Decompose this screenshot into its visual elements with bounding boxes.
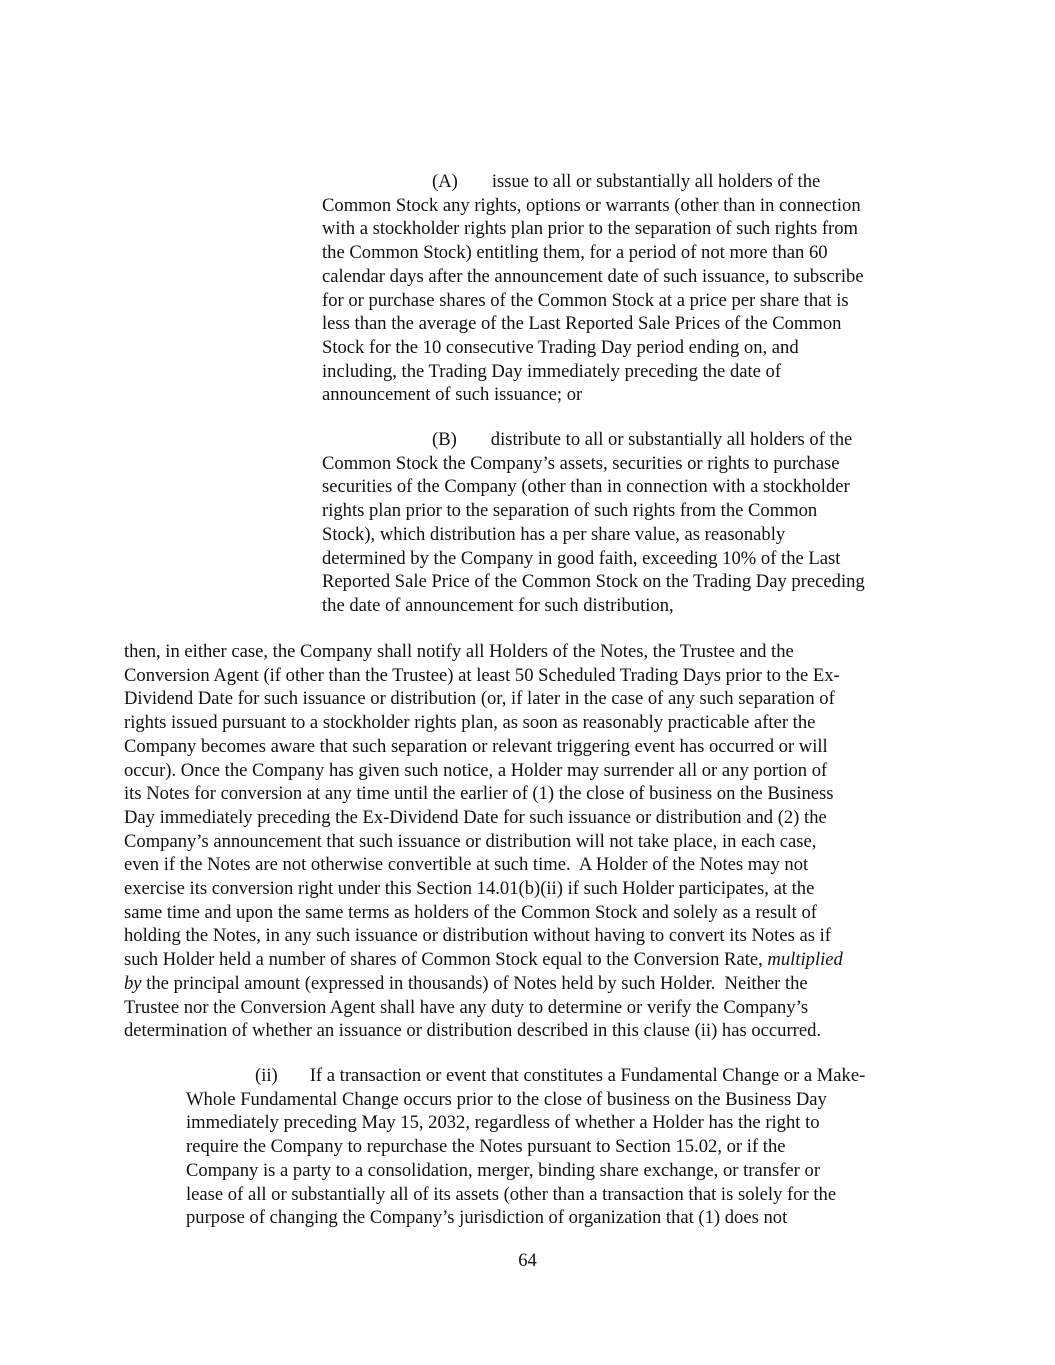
paragraph-ii-line: Company is a party to a consolidation, merger, binding share exchange, or transfer or — [186, 1159, 821, 1181]
main-paragraph-line: holding the Notes, in any such issuance or distribution without having to convert its Notes as if — [124, 925, 831, 947]
main-paragraph-line: Conversion Agent (if other than the Trustee) at least 50 Scheduled Trading Days prior to the Ex- — [124, 664, 840, 686]
main-paragraph-line: same time and upon the same terms as holders of the Common Stock and solely as a result of — [124, 901, 817, 923]
paragraph-ii-line: purpose of changing the Company’s jurisdiction of organization that (1) does not — [186, 1207, 788, 1229]
paragraph-b-marker: (B) — [432, 429, 457, 450]
paragraph-ii-line: require the Company to repurchase the Notes pursuant to Section 15.02, or if the — [186, 1136, 786, 1158]
main-paragraph-line: exercise its conversion right under this Section 14.01(b)(ii) if such Holder participates, at the — [124, 878, 815, 900]
main-paragraph-line-15: by the principal amount (expressed in thousands) of Notes held by such Holder. Neither the — [124, 972, 808, 994]
page-number: 64 — [518, 1250, 537, 1271]
paragraph-b-line: determined by the Company in good faith, exceeding 10% of the Last — [322, 547, 841, 569]
paragraph-a-line: including, the Trading Day immediately preceding the date of — [322, 360, 782, 382]
main-paragraph-line: Day immediately preceding the Ex-Dividend Date for such issuance or distribution and (2) the — [124, 806, 827, 828]
paragraph-b-line: the date of announcement for such distribution, — [322, 594, 674, 616]
paragraph-a-line: the Common Stock) entitling them, for a period of not more than 60 — [322, 242, 828, 264]
main-paragraph-line: Company’s announcement that such issuance or distribution will not take place, in each case, — [124, 830, 817, 852]
paragraph-a-line: with a stockholder rights plan prior to the separation of such rights from — [322, 218, 859, 240]
main-paragraph-line: even if the Notes are not otherwise convertible at such time. A Holder of the Notes may not — [124, 854, 809, 876]
paragraph-ii-marker: (ii) — [255, 1065, 278, 1086]
paragraph-a-line: Common Stock any rights, options or warrants (other than in connection — [322, 194, 861, 216]
main-paragraph-line: its Notes for conversion at any time until the earlier of (1) the close of business on the Business — [124, 783, 834, 805]
main-paragraph-line-14: such Holder held a number of shares of Common Stock equal to the Conversion Rate, multiplied — [124, 949, 843, 971]
paragraph-b-line: Common Stock the Company’s assets, securities or rights to purchase — [322, 452, 840, 474]
paragraph-a-line: for or purchase shares of the Common Stock at a price per share that is — [322, 289, 849, 311]
paragraph-a — [322, 170, 864, 407]
main-paragraph-line: occur). Once the Company has given such notice, a Holder may surrender all or any portion of — [124, 759, 828, 781]
paragraph-a-line: less than the average of the Last Reported Sale Prices of the Common — [322, 313, 842, 335]
italic-multiplied: multiplied — [767, 949, 843, 971]
paragraph-b — [322, 428, 865, 618]
paragraph-ii-line: lease of all or substantially all of its assets (other than a transaction that is solely for the — [186, 1183, 837, 1205]
main-paragraph-line: rights issued pursuant to a stockholder rights plan, as soon as reasonably practicable after the — [124, 712, 816, 734]
paragraph-b-line: Reported Sale Price of the Common Stock on the Trading Day preceding — [322, 571, 865, 593]
paragraph-ii-line: immediately preceding May 15, 2032, regardless of whether a Holder has the right to — [186, 1112, 820, 1134]
paragraph-ii-line: Whole Fundamental Change occurs prior to the close of business on the Business Day — [186, 1088, 827, 1110]
italic-by: by — [124, 972, 142, 994]
paragraph-a-line-1: (A) issue to all or substantially all holders of the — [432, 171, 821, 192]
paragraph-ii — [186, 1064, 865, 1230]
main-paragraph-line: Company becomes aware that such separation or relevant triggering event has occurred or will — [124, 735, 828, 757]
main-paragraph-line: Dividend Date for such issuance or distribution (or, if later in the case of any such separation of — [124, 688, 835, 710]
main-paragraph — [124, 640, 843, 1043]
paragraph-a-line: announcement of such issuance; or — [322, 384, 583, 406]
paragraph-a-marker: (A) — [432, 171, 458, 192]
paragraph-b-line-1: (B) distribute to all or substantially all holders of the — [432, 429, 853, 450]
paragraph-b-line: Stock), which distribution has a per share value, as reasonably — [322, 523, 786, 545]
paragraph-b-line: securities of the Company (other than in connection with a stockholder — [322, 476, 850, 498]
paragraph-a-line: Stock for the 10 consecutive Trading Day period ending on, and — [322, 336, 799, 358]
main-paragraph-line: then, in either case, the Company shall notify all Holders of the Notes, the Trustee and the — [124, 641, 794, 662]
paragraph-ii-line-1: (ii) If a transaction or event that constitutes a Fundamental Change or a Make- — [255, 1065, 866, 1086]
paragraph-a-line: calendar days after the announcement date of such issuance, to subscribe — [322, 265, 864, 287]
main-paragraph-line: determination of whether an issuance or distribution described in this clause (ii) has occurred. — [124, 1020, 822, 1042]
paragraph-b-line: rights plan prior to the separation of such rights from the Common — [322, 500, 818, 522]
main-paragraph-line: Trustee nor the Conversion Agent shall have any duty to determine or verify the Company’s — [124, 996, 809, 1018]
